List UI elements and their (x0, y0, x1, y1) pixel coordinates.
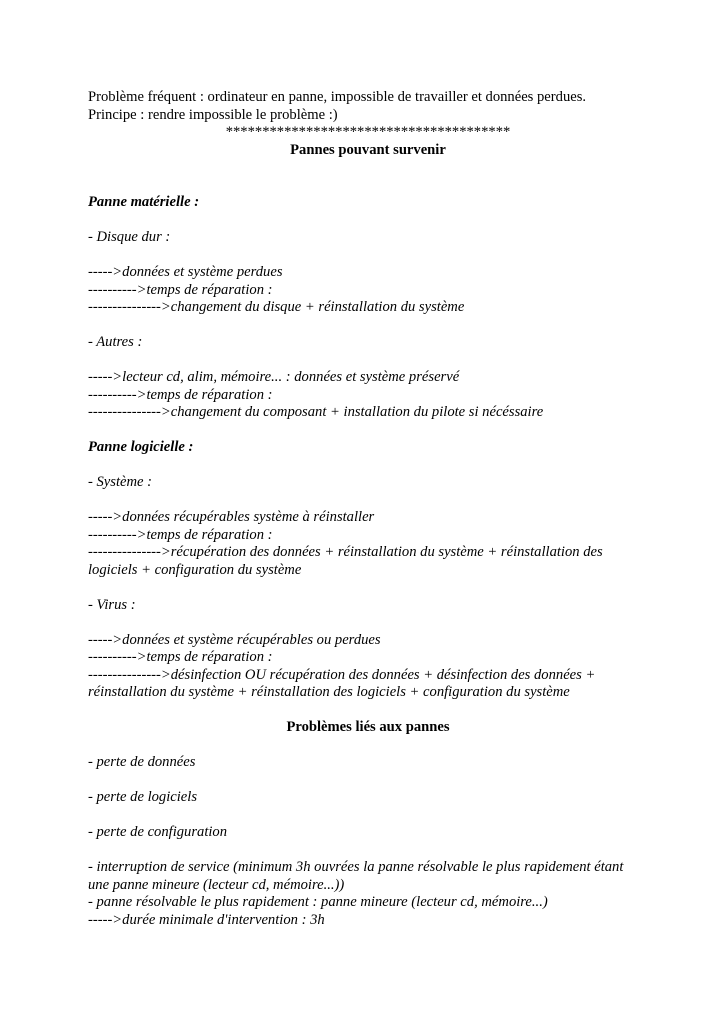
spacer (88, 212, 648, 230)
list-item-interruption-service: - interruption de service (minimum 3h ouvrées la panne résolvable le plus rapidement étant une panne mineure (lecteur cd, mémoire...)) (88, 859, 628, 893)
spacer (88, 772, 648, 790)
autres-line-1: ----->lecteur cd, alim, mémoire... : données et système préservé (88, 369, 460, 385)
autres-line-2: ---------->temps de réparation : (88, 386, 273, 403)
label-virus: - Virus : (88, 596, 136, 613)
heading-panne-logicielle: Panne logicielle : (88, 439, 194, 455)
label-disque-dur: - Disque dur : (88, 229, 171, 245)
section-title-pannes: Pannes pouvant survenir (290, 141, 446, 158)
virus-line-3: --------------->désinfection OU récupération des données + désinfection des données + réinstallation du système + réinstallation des logiciels + configuration du système (88, 666, 599, 700)
list-item-duree-minimale: ----->durée minimale d'intervention : 3h (88, 911, 325, 928)
document-body (88, 89, 648, 929)
heading-panne-materielle: Panne matérielle : (88, 194, 200, 210)
disque-line-2: ---------->temps de réparation : (88, 281, 273, 298)
spacer (88, 702, 648, 720)
spacer (88, 492, 648, 510)
spacer (88, 842, 648, 860)
spacer (88, 614, 648, 632)
spacer (88, 422, 648, 440)
virus-line-2: ---------->temps de réparation : (88, 649, 273, 665)
section-title-problemes: Problèmes liés aux pannes (286, 719, 450, 735)
spacer (88, 737, 648, 755)
systeme-line-2: ---------->temps de réparation : (88, 526, 273, 543)
autres-line-3: --------------->changement du composant + installation du pilote si nécéssaire (88, 404, 544, 420)
list-item-panne-resolvable: - panne résolvable le plus rapidement : panne mineure (lecteur cd, mémoire...) (88, 894, 548, 910)
spacer (88, 807, 648, 825)
spacer (88, 247, 648, 265)
systeme-line-3: --------------->récupération des données + réinstallation du système + réinstallation des logiciels + configuration du système (88, 544, 607, 578)
spacer (88, 457, 648, 475)
virus-line-1: ----->données et système récupérables ou perdues (88, 631, 381, 648)
label-systeme: - Système : (88, 474, 153, 490)
spacer (88, 317, 648, 335)
list-item-perte-donnees: - perte de données (88, 754, 196, 770)
list-item-perte-logiciels: - perte de logiciels (88, 789, 198, 805)
label-autres: - Autres : (88, 334, 143, 350)
star-separator: *************************************** (225, 124, 511, 140)
list-item-perte-configuration: - perte de configuration (88, 824, 228, 840)
spacer (88, 352, 648, 370)
spacer (88, 579, 648, 597)
disque-line-1: ----->données et système perdues (88, 264, 283, 280)
disque-line-3: --------------->changement du disque + réinstallation du système (88, 299, 465, 315)
systeme-line-1: ----->données récupérables système à réinstaller (88, 509, 375, 525)
spacer (88, 159, 648, 194)
intro-problem: Problème fréquent : ordinateur en panne, impossible de travailler et données perdues. (88, 89, 587, 105)
intro-principle: Principe : rendre impossible le problème :) (88, 106, 338, 123)
